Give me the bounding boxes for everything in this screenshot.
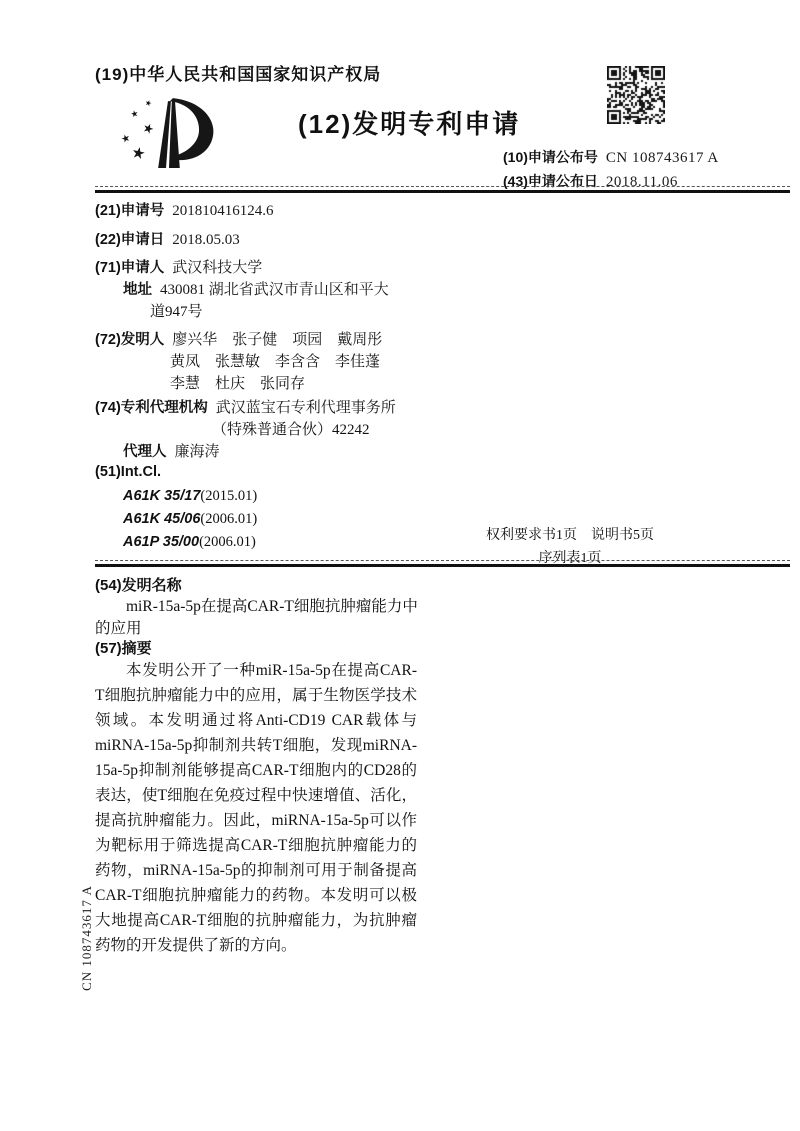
publication-date-value: 2018.11.06 <box>605 174 678 190</box>
office-name: (19)中华人民共和国国家知识产权局 <box>95 65 382 84</box>
pages-info-line1: 权利要求书1页 说明书5页 <box>486 528 654 543</box>
application-number-row <box>95 199 274 220</box>
agent-value: 廉海涛 <box>174 444 220 460</box>
intcl-version: (2006.01) <box>199 534 256 550</box>
agent-label: 代理人 <box>123 444 167 460</box>
intcl-code: A61K 35/17 <box>123 488 201 504</box>
intcl-entry <box>123 487 257 505</box>
address-row <box>123 278 389 299</box>
intcl-code: A61K 45/06 <box>123 511 201 527</box>
header-separator <box>95 186 790 193</box>
logo-star <box>142 122 154 134</box>
agency-line2: （特殊普通合伙）42242 <box>212 422 370 438</box>
intcl-code: A61P 35/00 <box>123 534 200 550</box>
application-number-value: 201810416124.6 <box>172 203 274 219</box>
invention-title: miR-15a-5p在提高CAR-T细胞抗肿瘤能力中的应用 <box>95 598 418 637</box>
application-date-value: 2018.05.03 <box>172 232 240 248</box>
applicant-row <box>95 256 262 277</box>
logo-star <box>131 110 139 118</box>
logo-star <box>132 146 146 160</box>
intcl-entry <box>123 510 257 528</box>
intcl-version: (2015.01) <box>200 488 258 504</box>
inventors-line1: 廖兴华 张子健 项园 戴周彤 <box>172 332 383 348</box>
address-label: 地址 <box>123 282 152 298</box>
applicant-value: 武汉科技大学 <box>172 260 263 276</box>
cnipa-logo <box>108 90 226 185</box>
intcl-entry <box>123 533 256 551</box>
title-section-row <box>95 574 182 595</box>
address-line2: 道947号 <box>150 304 203 320</box>
intcl-version: (2006.01) <box>200 511 258 527</box>
logo-column-right <box>169 99 180 168</box>
publication-number-label: (10)申请公布号 <box>503 149 598 165</box>
publication-number-value: CN 108743617 A <box>605 150 719 166</box>
logo-star <box>145 99 152 106</box>
intcl-label: (51)Int.Cl. <box>95 464 162 480</box>
agent-row <box>123 440 220 461</box>
inventors-line3: 李慧 杜庆 张同存 <box>170 376 306 392</box>
inventors-row <box>95 328 382 349</box>
agency-row <box>95 396 396 417</box>
abstract-section-label: (57)摘要 <box>95 640 152 657</box>
application-date-label: (22)申请日 <box>95 232 165 248</box>
sidebar-document-number: CN 108743617 A <box>79 885 94 991</box>
inventors-label: (72)发明人 <box>95 332 165 348</box>
abstract-section-row <box>95 637 152 658</box>
application-date-row <box>95 228 240 249</box>
abstract-text: 本发明公开了一种miR-15a-5p在提高CAR-T细胞抗肿瘤能力中的应用，属于生物医学技术领域。本发明通过将Anti-CD19 CAR载体与miRNA-15a-5p抑制剂共转T细胞，发现miRNA-15a-5p抑制剂能够提高CAR-T细胞内的CD28的表达，使T细胞在免疫过程中快速增值、活化，提高抗肿瘤能力。因此，miRNA-15a-5p可以作为靶标用于筛选提高CAR-T细胞抗肿瘤能力的药物，miRNA-15a-5p的抑制剂可用于制备提高CAR-T细胞抗肿瘤能力的药物。本发明可以极大地提高CAR-T细胞的抗肿瘤能力，为抗肿瘤药物的开发提供了新的方向。 <box>95 662 417 954</box>
logo-column-left <box>158 101 171 168</box>
pages-info-line2: 序列表1页 <box>538 551 602 566</box>
qr-code <box>607 66 665 124</box>
publication-date-label: (43)申请公布日 <box>503 173 598 189</box>
biblio-separator <box>95 560 790 567</box>
intcl-row <box>95 463 161 481</box>
application-number-label: (21)申请号 <box>95 203 165 219</box>
title-section-label: (54)发明名称 <box>95 577 182 594</box>
inventors-line2: 黄凤 张慧敏 李含含 李佳蓬 <box>170 354 381 370</box>
agency-label: (74)专利代理机构 <box>95 400 208 416</box>
applicant-label: (71)申请人 <box>95 260 165 276</box>
publication-number-row <box>503 147 719 167</box>
agency-line1: 武汉蓝宝石专利代理事务所 <box>215 400 396 416</box>
address-line1: 430081 湖北省武汉市青山区和平大 <box>160 282 389 298</box>
logo-star <box>121 133 131 143</box>
doc-type-title: (12)发明专利申请 <box>298 109 521 139</box>
